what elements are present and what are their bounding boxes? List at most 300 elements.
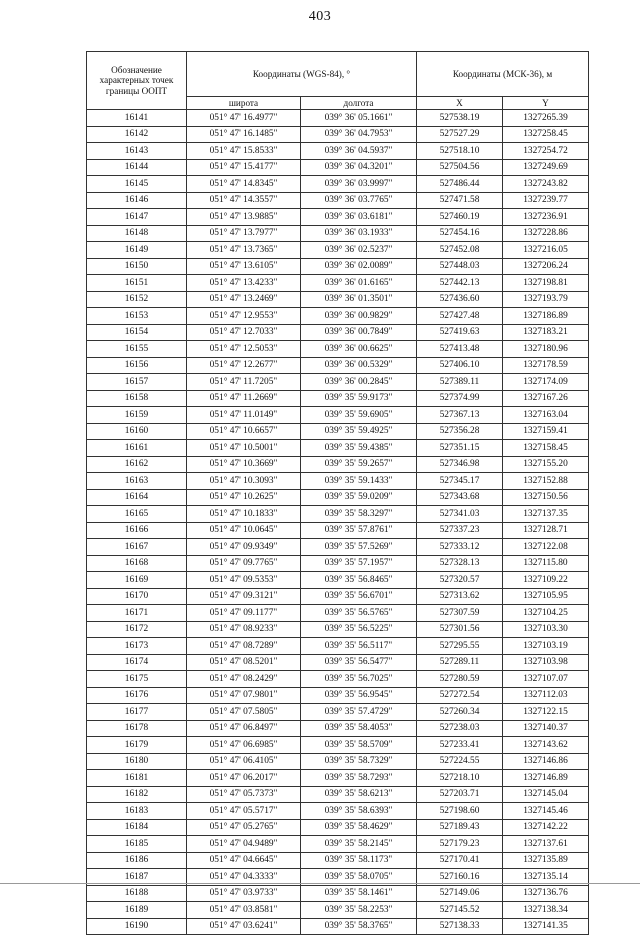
header-longitude: долгота bbox=[301, 97, 417, 110]
longitude-cell: 039° 36' 00.2845" bbox=[301, 374, 417, 391]
longitude-cell: 039° 35' 59.4385" bbox=[301, 440, 417, 457]
y-coordinate-cell: 1327135.14 bbox=[503, 869, 589, 886]
y-coordinate-cell: 1327265.39 bbox=[503, 110, 589, 127]
longitude-cell: 039° 35' 59.2657" bbox=[301, 456, 417, 473]
x-coordinate-cell: 527341.03 bbox=[417, 506, 503, 523]
longitude-cell: 039° 35' 56.5225" bbox=[301, 621, 417, 638]
x-coordinate-cell: 527179.23 bbox=[417, 836, 503, 853]
x-coordinate-cell: 527280.59 bbox=[417, 671, 503, 688]
point-id-cell: 16183 bbox=[87, 803, 187, 820]
table-row bbox=[87, 621, 589, 638]
latitude-cell: 051° 47' 07.5805" bbox=[187, 704, 301, 721]
longitude-cell: 039° 36' 01.3501" bbox=[301, 291, 417, 308]
x-coordinate-cell: 527198.60 bbox=[417, 803, 503, 820]
y-coordinate-cell: 1327155.20 bbox=[503, 456, 589, 473]
point-id-cell: 16187 bbox=[87, 869, 187, 886]
x-coordinate-cell: 527160.16 bbox=[417, 869, 503, 886]
table-row bbox=[87, 242, 589, 259]
longitude-cell: 039° 35' 56.5477" bbox=[301, 654, 417, 671]
latitude-cell: 051° 47' 05.2765" bbox=[187, 819, 301, 836]
point-id-cell: 16156 bbox=[87, 357, 187, 374]
latitude-cell: 051° 47' 05.5717" bbox=[187, 803, 301, 820]
point-id-cell: 16190 bbox=[87, 918, 187, 935]
latitude-cell: 051° 47' 09.9349" bbox=[187, 539, 301, 556]
y-coordinate-cell: 1327135.89 bbox=[503, 852, 589, 869]
point-id-cell: 16148 bbox=[87, 225, 187, 242]
point-id-cell: 16175 bbox=[87, 671, 187, 688]
longitude-cell: 039° 36' 04.3201" bbox=[301, 159, 417, 176]
x-coordinate-cell: 527307.59 bbox=[417, 605, 503, 622]
table-row bbox=[87, 770, 589, 787]
y-coordinate-cell: 1327174.09 bbox=[503, 374, 589, 391]
x-coordinate-cell: 527337.23 bbox=[417, 522, 503, 539]
longitude-cell: 039° 36' 05.1661" bbox=[301, 110, 417, 127]
point-id-cell: 16143 bbox=[87, 143, 187, 160]
x-coordinate-cell: 527301.56 bbox=[417, 621, 503, 638]
table-row bbox=[87, 374, 589, 391]
x-coordinate-cell: 527346.98 bbox=[417, 456, 503, 473]
x-coordinate-cell: 527454.16 bbox=[417, 225, 503, 242]
x-coordinate-cell: 527471.58 bbox=[417, 192, 503, 209]
y-coordinate-cell: 1327141.35 bbox=[503, 918, 589, 935]
latitude-cell: 051° 47' 11.7205" bbox=[187, 374, 301, 391]
longitude-cell: 039° 35' 58.4053" bbox=[301, 720, 417, 737]
header-point-designation: Обозначение характерных точек границы ООПТ bbox=[87, 52, 187, 110]
table-row bbox=[87, 704, 589, 721]
table-row bbox=[87, 176, 589, 193]
point-id-cell: 16168 bbox=[87, 555, 187, 572]
latitude-cell: 051° 47' 16.1485" bbox=[187, 126, 301, 143]
table-row bbox=[87, 506, 589, 523]
longitude-cell: 039° 35' 58.7329" bbox=[301, 753, 417, 770]
longitude-cell: 039° 35' 56.5117" bbox=[301, 638, 417, 655]
table-row bbox=[87, 605, 589, 622]
point-id-cell: 16178 bbox=[87, 720, 187, 737]
longitude-cell: 039° 36' 03.1933" bbox=[301, 225, 417, 242]
latitude-cell: 051° 47' 12.2677" bbox=[187, 357, 301, 374]
point-id-cell: 16141 bbox=[87, 110, 187, 127]
y-coordinate-cell: 1327137.61 bbox=[503, 836, 589, 853]
x-coordinate-cell: 527486.44 bbox=[417, 176, 503, 193]
table-row bbox=[87, 588, 589, 605]
y-coordinate-cell: 1327105.95 bbox=[503, 588, 589, 605]
table-row bbox=[87, 539, 589, 556]
latitude-cell: 051° 47' 14.3557" bbox=[187, 192, 301, 209]
table-row bbox=[87, 836, 589, 853]
point-id-cell: 16154 bbox=[87, 324, 187, 341]
y-coordinate-cell: 1327254.72 bbox=[503, 143, 589, 160]
latitude-cell: 051° 47' 06.6985" bbox=[187, 737, 301, 754]
latitude-cell: 051° 47' 15.4177" bbox=[187, 159, 301, 176]
y-coordinate-cell: 1327152.88 bbox=[503, 473, 589, 490]
x-coordinate-cell: 527320.57 bbox=[417, 572, 503, 589]
point-id-cell: 16155 bbox=[87, 341, 187, 358]
table-row bbox=[87, 786, 589, 803]
point-id-cell: 16160 bbox=[87, 423, 187, 440]
x-coordinate-cell: 527272.54 bbox=[417, 687, 503, 704]
longitude-cell: 039° 35' 56.6701" bbox=[301, 588, 417, 605]
x-coordinate-cell: 527419.63 bbox=[417, 324, 503, 341]
longitude-cell: 039° 36' 00.5329" bbox=[301, 357, 417, 374]
point-id-cell: 16159 bbox=[87, 407, 187, 424]
table-row bbox=[87, 407, 589, 424]
table-row bbox=[87, 291, 589, 308]
x-coordinate-cell: 527313.62 bbox=[417, 588, 503, 605]
point-id-cell: 16170 bbox=[87, 588, 187, 605]
latitude-cell: 051° 47' 11.2669" bbox=[187, 390, 301, 407]
table-row bbox=[87, 192, 589, 209]
latitude-cell: 051° 47' 13.2469" bbox=[187, 291, 301, 308]
point-id-cell: 16145 bbox=[87, 176, 187, 193]
latitude-cell: 051° 47' 11.0149" bbox=[187, 407, 301, 424]
y-coordinate-cell: 1327178.59 bbox=[503, 357, 589, 374]
x-coordinate-cell: 527333.12 bbox=[417, 539, 503, 556]
point-id-cell: 16150 bbox=[87, 258, 187, 275]
y-coordinate-cell: 1327198.81 bbox=[503, 275, 589, 292]
point-id-cell: 16181 bbox=[87, 770, 187, 787]
latitude-cell: 051° 47' 08.2429" bbox=[187, 671, 301, 688]
table-header bbox=[87, 52, 589, 110]
y-coordinate-cell: 1327128.71 bbox=[503, 522, 589, 539]
point-id-cell: 16185 bbox=[87, 836, 187, 853]
point-id-cell: 16182 bbox=[87, 786, 187, 803]
x-coordinate-cell: 527295.55 bbox=[417, 638, 503, 655]
y-coordinate-cell: 1327142.22 bbox=[503, 819, 589, 836]
latitude-cell: 051° 47' 10.5001" bbox=[187, 440, 301, 457]
table-row bbox=[87, 440, 589, 457]
longitude-cell: 039° 36' 03.7765" bbox=[301, 192, 417, 209]
table-row bbox=[87, 819, 589, 836]
y-coordinate-cell: 1327136.76 bbox=[503, 885, 589, 902]
point-id-cell: 16163 bbox=[87, 473, 187, 490]
table-row bbox=[87, 555, 589, 572]
x-coordinate-cell: 527189.43 bbox=[417, 819, 503, 836]
point-id-cell: 16161 bbox=[87, 440, 187, 457]
table-row bbox=[87, 737, 589, 754]
point-id-cell: 16171 bbox=[87, 605, 187, 622]
latitude-cell: 051° 47' 04.9489" bbox=[187, 836, 301, 853]
point-id-cell: 16174 bbox=[87, 654, 187, 671]
longitude-cell: 039° 36' 03.6181" bbox=[301, 209, 417, 226]
x-coordinate-cell: 527328.13 bbox=[417, 555, 503, 572]
latitude-cell: 051° 47' 08.7289" bbox=[187, 638, 301, 655]
y-coordinate-cell: 1327122.08 bbox=[503, 539, 589, 556]
y-coordinate-cell: 1327137.35 bbox=[503, 506, 589, 523]
y-coordinate-cell: 1327193.79 bbox=[503, 291, 589, 308]
x-coordinate-cell: 527145.52 bbox=[417, 902, 503, 919]
y-coordinate-cell: 1327104.25 bbox=[503, 605, 589, 622]
page-number: 403 bbox=[308, 9, 332, 24]
table-row bbox=[87, 918, 589, 935]
point-id-cell: 16151 bbox=[87, 275, 187, 292]
y-coordinate-cell: 1327206.24 bbox=[503, 258, 589, 275]
latitude-cell: 051° 47' 03.8581" bbox=[187, 902, 301, 919]
longitude-cell: 039° 35' 58.2253" bbox=[301, 902, 417, 919]
y-coordinate-cell: 1327107.07 bbox=[503, 671, 589, 688]
x-coordinate-cell: 527356.28 bbox=[417, 423, 503, 440]
header-row-main bbox=[87, 52, 589, 97]
longitude-cell: 039° 35' 59.1433" bbox=[301, 473, 417, 490]
point-id-cell: 16144 bbox=[87, 159, 187, 176]
y-coordinate-cell: 1327140.37 bbox=[503, 720, 589, 737]
table-row bbox=[87, 357, 589, 374]
longitude-cell: 039° 35' 56.7025" bbox=[301, 671, 417, 688]
table-row bbox=[87, 341, 589, 358]
y-coordinate-cell: 1327258.45 bbox=[503, 126, 589, 143]
point-id-cell: 16189 bbox=[87, 902, 187, 919]
coordinates-table bbox=[86, 51, 589, 935]
latitude-cell: 051° 47' 09.5353" bbox=[187, 572, 301, 589]
x-coordinate-cell: 527238.03 bbox=[417, 720, 503, 737]
point-id-cell: 16152 bbox=[87, 291, 187, 308]
x-coordinate-cell: 527345.17 bbox=[417, 473, 503, 490]
table-row bbox=[87, 275, 589, 292]
x-coordinate-cell: 527374.99 bbox=[417, 390, 503, 407]
longitude-cell: 039° 35' 56.8465" bbox=[301, 572, 417, 589]
latitude-cell: 051° 47' 08.5201" bbox=[187, 654, 301, 671]
point-id-cell: 16184 bbox=[87, 819, 187, 836]
longitude-cell: 039° 36' 00.9829" bbox=[301, 308, 417, 325]
latitude-cell: 051° 47' 12.5053" bbox=[187, 341, 301, 358]
longitude-cell: 039° 35' 58.3765" bbox=[301, 918, 417, 935]
latitude-cell: 051° 47' 15.8533" bbox=[187, 143, 301, 160]
table-row bbox=[87, 720, 589, 737]
longitude-cell: 039° 35' 57.4729" bbox=[301, 704, 417, 721]
longitude-cell: 039° 35' 58.2145" bbox=[301, 836, 417, 853]
latitude-cell: 051° 47' 13.7977" bbox=[187, 225, 301, 242]
latitude-cell: 051° 47' 05.7373" bbox=[187, 786, 301, 803]
latitude-cell: 051° 47' 13.7365" bbox=[187, 242, 301, 259]
table-row bbox=[87, 308, 589, 325]
x-coordinate-cell: 527436.60 bbox=[417, 291, 503, 308]
point-id-cell: 16188 bbox=[87, 885, 187, 902]
y-coordinate-cell: 1327186.89 bbox=[503, 308, 589, 325]
x-coordinate-cell: 527367.13 bbox=[417, 407, 503, 424]
table-row bbox=[87, 687, 589, 704]
table-row bbox=[87, 209, 589, 226]
latitude-cell: 051° 47' 09.3121" bbox=[187, 588, 301, 605]
x-coordinate-cell: 527460.19 bbox=[417, 209, 503, 226]
longitude-cell: 039° 36' 02.0089" bbox=[301, 258, 417, 275]
latitude-cell: 051° 47' 09.1177" bbox=[187, 605, 301, 622]
point-id-cell: 16146 bbox=[87, 192, 187, 209]
longitude-cell: 039° 35' 58.6393" bbox=[301, 803, 417, 820]
table-row bbox=[87, 654, 589, 671]
header-y: Y bbox=[503, 97, 589, 110]
longitude-cell: 039° 36' 03.9997" bbox=[301, 176, 417, 193]
table-row bbox=[87, 225, 589, 242]
y-coordinate-cell: 1327143.62 bbox=[503, 737, 589, 754]
longitude-cell: 039° 35' 58.3297" bbox=[301, 506, 417, 523]
y-coordinate-cell: 1327112.03 bbox=[503, 687, 589, 704]
table-row bbox=[87, 572, 589, 589]
table-row bbox=[87, 671, 589, 688]
longitude-cell: 039° 35' 59.9173" bbox=[301, 390, 417, 407]
point-id-cell: 16158 bbox=[87, 390, 187, 407]
table-row bbox=[87, 258, 589, 275]
latitude-cell: 051° 47' 10.3093" bbox=[187, 473, 301, 490]
longitude-cell: 039° 35' 57.5269" bbox=[301, 539, 417, 556]
latitude-cell: 051° 47' 06.8497" bbox=[187, 720, 301, 737]
header-x: X bbox=[417, 97, 503, 110]
longitude-cell: 039° 36' 00.7849" bbox=[301, 324, 417, 341]
y-coordinate-cell: 1327180.96 bbox=[503, 341, 589, 358]
header-msk36: Координаты (МСК-36), м bbox=[417, 52, 589, 97]
table-row bbox=[87, 324, 589, 341]
table-row bbox=[87, 522, 589, 539]
point-id-cell: 16173 bbox=[87, 638, 187, 655]
x-coordinate-cell: 527406.10 bbox=[417, 357, 503, 374]
longitude-cell: 039° 36' 02.5237" bbox=[301, 242, 417, 259]
latitude-cell: 051° 47' 06.4105" bbox=[187, 753, 301, 770]
x-coordinate-cell: 527527.29 bbox=[417, 126, 503, 143]
y-coordinate-cell: 1327146.86 bbox=[503, 753, 589, 770]
latitude-cell: 051° 47' 13.6105" bbox=[187, 258, 301, 275]
x-coordinate-cell: 527138.33 bbox=[417, 918, 503, 935]
table-row bbox=[87, 852, 589, 869]
x-coordinate-cell: 527504.56 bbox=[417, 159, 503, 176]
x-coordinate-cell: 527452.08 bbox=[417, 242, 503, 259]
longitude-cell: 039° 35' 59.4925" bbox=[301, 423, 417, 440]
table-row bbox=[87, 489, 589, 506]
table-row bbox=[87, 143, 589, 160]
x-coordinate-cell: 527518.10 bbox=[417, 143, 503, 160]
x-coordinate-cell: 527289.11 bbox=[417, 654, 503, 671]
y-coordinate-cell: 1327109.22 bbox=[503, 572, 589, 589]
point-id-cell: 16142 bbox=[87, 126, 187, 143]
latitude-cell: 051° 47' 08.9233" bbox=[187, 621, 301, 638]
longitude-cell: 039° 36' 01.6165" bbox=[301, 275, 417, 292]
latitude-cell: 051° 47' 09.7765" bbox=[187, 555, 301, 572]
x-coordinate-cell: 527170.41 bbox=[417, 852, 503, 869]
longitude-cell: 039° 35' 56.9545" bbox=[301, 687, 417, 704]
latitude-cell: 051° 47' 10.2625" bbox=[187, 489, 301, 506]
x-coordinate-cell: 527413.48 bbox=[417, 341, 503, 358]
point-id-cell: 16153 bbox=[87, 308, 187, 325]
point-id-cell: 16177 bbox=[87, 704, 187, 721]
point-id-cell: 16166 bbox=[87, 522, 187, 539]
table-row bbox=[87, 902, 589, 919]
longitude-cell: 039° 35' 59.0209" bbox=[301, 489, 417, 506]
point-id-cell: 16167 bbox=[87, 539, 187, 556]
y-coordinate-cell: 1327163.04 bbox=[503, 407, 589, 424]
table-row bbox=[87, 456, 589, 473]
latitude-cell: 051° 47' 04.6645" bbox=[187, 852, 301, 869]
y-coordinate-cell: 1327145.46 bbox=[503, 803, 589, 820]
point-id-cell: 16149 bbox=[87, 242, 187, 259]
table-row bbox=[87, 753, 589, 770]
longitude-cell: 039° 36' 00.6625" bbox=[301, 341, 417, 358]
x-coordinate-cell: 527343.68 bbox=[417, 489, 503, 506]
y-coordinate-cell: 1327167.26 bbox=[503, 390, 589, 407]
longitude-cell: 039° 36' 04.5937" bbox=[301, 143, 417, 160]
y-coordinate-cell: 1327103.30 bbox=[503, 621, 589, 638]
longitude-cell: 039° 35' 58.6213" bbox=[301, 786, 417, 803]
longitude-cell: 039° 36' 04.7953" bbox=[301, 126, 417, 143]
table-body bbox=[87, 110, 589, 935]
y-coordinate-cell: 1327146.89 bbox=[503, 770, 589, 787]
latitude-cell: 051° 47' 13.4233" bbox=[187, 275, 301, 292]
y-coordinate-cell: 1327145.04 bbox=[503, 786, 589, 803]
latitude-cell: 051° 47' 06.2017" bbox=[187, 770, 301, 787]
x-coordinate-cell: 527224.55 bbox=[417, 753, 503, 770]
table-row bbox=[87, 803, 589, 820]
point-id-cell: 16179 bbox=[87, 737, 187, 754]
y-coordinate-cell: 1327236.91 bbox=[503, 209, 589, 226]
x-coordinate-cell: 527538.19 bbox=[417, 110, 503, 127]
x-coordinate-cell: 527448.03 bbox=[417, 258, 503, 275]
header-latitude: широта bbox=[187, 97, 301, 110]
latitude-cell: 051° 47' 03.9733" bbox=[187, 885, 301, 902]
y-coordinate-cell: 1327216.05 bbox=[503, 242, 589, 259]
table-row bbox=[87, 159, 589, 176]
longitude-cell: 039° 35' 58.5709" bbox=[301, 737, 417, 754]
longitude-cell: 039° 35' 58.7293" bbox=[301, 770, 417, 787]
x-coordinate-cell: 527427.48 bbox=[417, 308, 503, 325]
table-row bbox=[87, 390, 589, 407]
page-bottom-rule bbox=[0, 883, 640, 884]
point-id-cell: 16176 bbox=[87, 687, 187, 704]
point-id-cell: 16162 bbox=[87, 456, 187, 473]
point-id-cell: 16186 bbox=[87, 852, 187, 869]
longitude-cell: 039° 35' 56.5765" bbox=[301, 605, 417, 622]
longitude-cell: 039° 35' 57.8761" bbox=[301, 522, 417, 539]
x-coordinate-cell: 527149.06 bbox=[417, 885, 503, 902]
x-coordinate-cell: 527351.15 bbox=[417, 440, 503, 457]
header-wgs84: Координаты (WGS-84), ° bbox=[187, 52, 417, 97]
y-coordinate-cell: 1327183.21 bbox=[503, 324, 589, 341]
y-coordinate-cell: 1327158.45 bbox=[503, 440, 589, 457]
y-coordinate-cell: 1327103.98 bbox=[503, 654, 589, 671]
latitude-cell: 051° 47' 12.7033" bbox=[187, 324, 301, 341]
y-coordinate-cell: 1327159.41 bbox=[503, 423, 589, 440]
latitude-cell: 051° 47' 07.9801" bbox=[187, 687, 301, 704]
y-coordinate-cell: 1327243.82 bbox=[503, 176, 589, 193]
table-row bbox=[87, 885, 589, 902]
y-coordinate-cell: 1327122.15 bbox=[503, 704, 589, 721]
y-coordinate-cell: 1327115.80 bbox=[503, 555, 589, 572]
table-row bbox=[87, 110, 589, 127]
x-coordinate-cell: 527203.71 bbox=[417, 786, 503, 803]
latitude-cell: 051° 47' 16.4977" bbox=[187, 110, 301, 127]
longitude-cell: 039° 35' 58.1173" bbox=[301, 852, 417, 869]
latitude-cell: 051° 47' 13.9885" bbox=[187, 209, 301, 226]
latitude-cell: 051° 47' 03.6241" bbox=[187, 918, 301, 935]
y-coordinate-cell: 1327138.34 bbox=[503, 902, 589, 919]
x-coordinate-cell: 527442.13 bbox=[417, 275, 503, 292]
latitude-cell: 051° 47' 10.1833" bbox=[187, 506, 301, 523]
point-id-cell: 16165 bbox=[87, 506, 187, 523]
longitude-cell: 039° 35' 58.4629" bbox=[301, 819, 417, 836]
latitude-cell: 051° 47' 10.6657" bbox=[187, 423, 301, 440]
latitude-cell: 051° 47' 10.0645" bbox=[187, 522, 301, 539]
latitude-cell: 051° 47' 04.3333" bbox=[187, 869, 301, 886]
longitude-cell: 039° 35' 58.1461" bbox=[301, 885, 417, 902]
x-coordinate-cell: 527233.41 bbox=[417, 737, 503, 754]
x-coordinate-cell: 527260.34 bbox=[417, 704, 503, 721]
table-row bbox=[87, 423, 589, 440]
y-coordinate-cell: 1327249.69 bbox=[503, 159, 589, 176]
y-coordinate-cell: 1327103.19 bbox=[503, 638, 589, 655]
point-id-cell: 16164 bbox=[87, 489, 187, 506]
point-id-cell: 16169 bbox=[87, 572, 187, 589]
point-id-cell: 16157 bbox=[87, 374, 187, 391]
longitude-cell: 039° 35' 58.0705" bbox=[301, 869, 417, 886]
table-row bbox=[87, 126, 589, 143]
x-coordinate-cell: 527218.10 bbox=[417, 770, 503, 787]
point-id-cell: 16147 bbox=[87, 209, 187, 226]
table-row bbox=[87, 638, 589, 655]
